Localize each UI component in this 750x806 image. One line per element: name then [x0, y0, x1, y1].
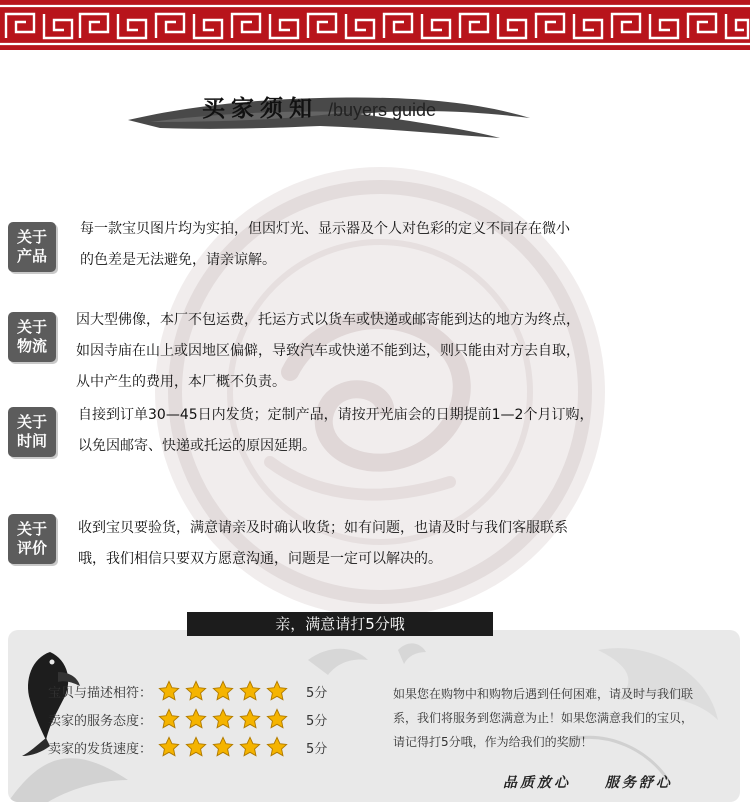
rating-label: 宝贝与描述相符： [48, 685, 153, 701]
decorative-top-border [0, 0, 750, 50]
badge-line-2: 时间 [16, 432, 47, 450]
text-line: 以免因邮寄、快递或托运的原因延期。 [78, 438, 316, 454]
rating-row-description [48, 680, 327, 702]
text-line: 从中产生的费用，本厂概不负责。 [76, 374, 286, 390]
badge-line-1: 关于 [16, 228, 47, 246]
about-logistics-text [76, 305, 580, 398]
note-line: 如果您在购物中和购物后遇到任何困难，请及时与我们联 [393, 687, 694, 701]
text-line: 收到宝贝要验货，满意请亲及时确认收货；如有问题，也请及时与我们客服联系 [78, 520, 568, 536]
text-line: 每一款宝贝图片均为实拍，但因灯光、显示器及个人对色彩的定义不同存在微小 [80, 221, 570, 237]
buyers-guide-title [120, 78, 540, 150]
star-icon[interactable] [158, 708, 180, 730]
rating-stars[interactable] [158, 736, 288, 758]
star-icon[interactable] [158, 736, 180, 758]
rating-label: 卖家的发货速度： [48, 741, 153, 757]
title-chinese: 买家须知 [202, 95, 318, 122]
rating-stars[interactable] [158, 680, 288, 702]
title-english: /buyers guide [328, 100, 437, 120]
star-icon[interactable] [185, 680, 207, 702]
text-line: 自接到订单30—45日内发货；定制产品，请按开光庙会的日期提前1—2个月订购， [78, 407, 594, 423]
badge-about-product [8, 222, 56, 272]
about-time-text [78, 400, 593, 462]
star-icon[interactable] [266, 680, 288, 702]
star-icon[interactable] [212, 708, 234, 730]
rating-score: 5分 [306, 741, 328, 757]
rating-score: 5分 [306, 713, 328, 729]
star-icon[interactable] [266, 736, 288, 758]
badge-line-2: 评价 [16, 539, 47, 557]
star-icon[interactable] [185, 708, 207, 730]
star-icon[interactable] [212, 680, 234, 702]
feedback-note [393, 682, 723, 754]
about-review-text [78, 513, 568, 575]
rating-row-service [48, 708, 327, 730]
badge-line-1: 关于 [16, 520, 47, 538]
star-icon[interactable] [185, 736, 207, 758]
about-product-text [80, 214, 570, 276]
badge-about-time [8, 407, 56, 457]
slogan-service: 服务舒心 [604, 775, 673, 791]
rating-panel [8, 630, 740, 802]
text-line: 因大型佛像，本厂不包运费，托运方式以货车或快递或邮寄能到达的地方为终点， [76, 312, 580, 328]
star-icon[interactable] [239, 708, 261, 730]
note-line: 请记得打5分哦，作为给我们的奖励！ [393, 735, 593, 749]
star-icon[interactable] [239, 680, 261, 702]
badge-about-review [8, 514, 56, 564]
star-icon[interactable] [266, 708, 288, 730]
text-line: 的色差是无法避免，请亲谅解。 [80, 252, 276, 268]
star-icon[interactable] [239, 736, 261, 758]
badge-line-2: 物流 [16, 337, 47, 355]
star-icon[interactable] [158, 680, 180, 702]
rating-score: 5分 [306, 685, 328, 701]
text-line: 哦，我们相信只要双方愿意沟通，问题是一定可以解决的。 [78, 551, 442, 567]
rating-label: 卖家的服务态度： [48, 713, 153, 729]
text-line: 如因寺庙在山上或因地区偏僻，导致汽车或快递不能到达，则只能由对方去自取， [76, 343, 580, 359]
note-line: 系，我们将服务到您满意为止！如果您满意我们的宝贝， [393, 711, 694, 725]
rating-row-shipping [48, 736, 327, 758]
badge-line-2: 产品 [16, 247, 47, 265]
rating-stars[interactable] [158, 708, 288, 730]
badge-about-logistics [8, 312, 56, 362]
badge-line-1: 关于 [16, 413, 47, 431]
rating-banner: 亲，满意请打5分哦 [187, 612, 493, 636]
badge-line-1: 关于 [16, 318, 47, 336]
slogan [503, 772, 699, 792]
star-icon[interactable] [212, 736, 234, 758]
slogan-quality: 品质放心 [503, 775, 571, 791]
